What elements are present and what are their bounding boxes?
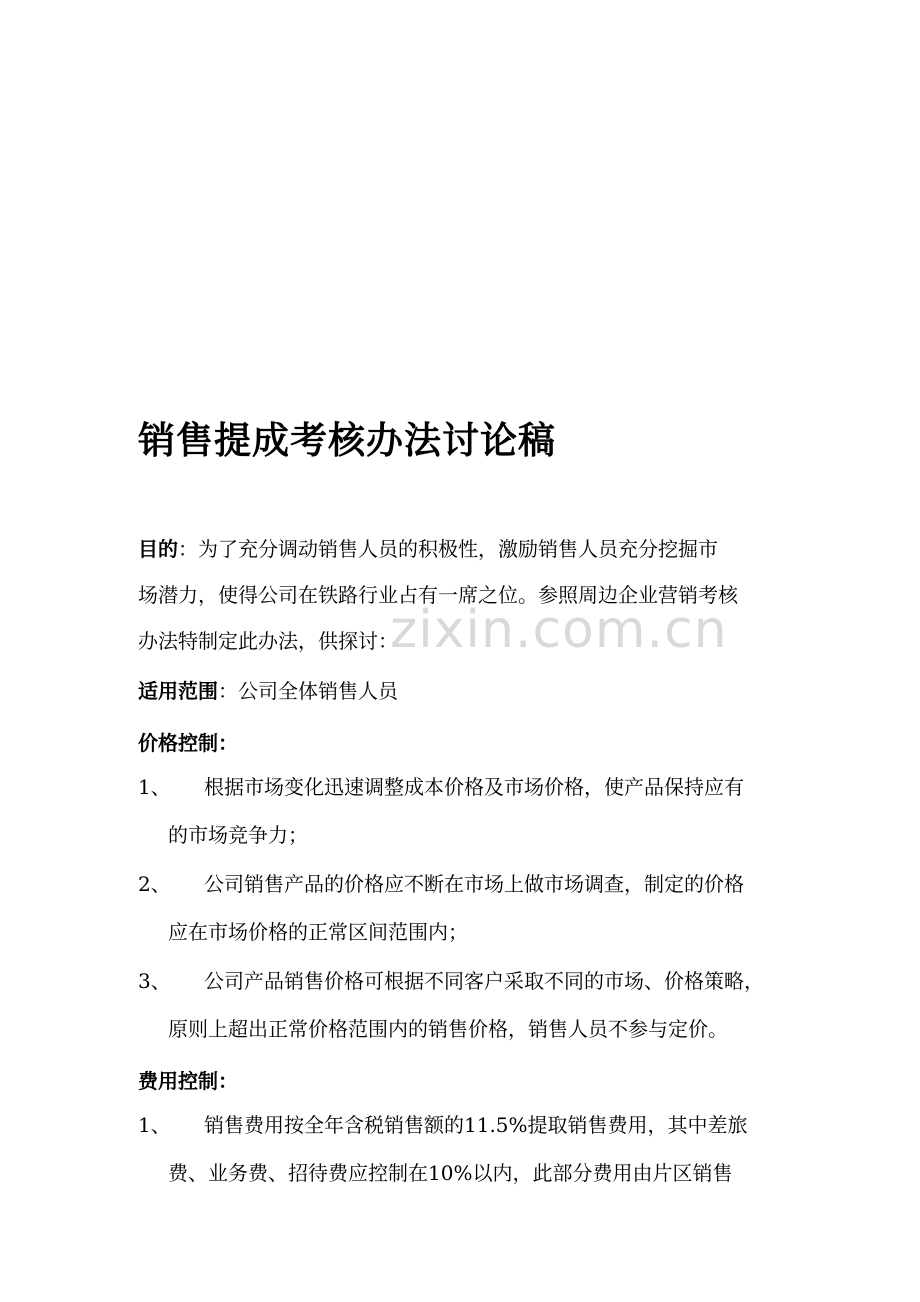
price-item-1-line-1: 根据市场变化迅速调整成本价格及市场价格，使产品保持应有 [204,775,744,799]
price-item-3-number: 3、 [138,969,171,993]
scope-paragraph [138,668,788,714]
scope-colon: ： [218,679,238,703]
purpose-line-2: 场潜力，使得公司在铁路行业占有一席之位。参照周边企业营销考核 [138,583,738,607]
price-control-heading: 价格控制： [138,731,238,755]
cost-item-1-number: 1、 [138,1113,171,1137]
scope-text: 公司全体销售人员 [238,679,398,703]
price-item-3 [138,957,788,1053]
price-item-2-line-2: 应在市场价格的正常区间范围内； [168,920,468,944]
price-item-2-line-1: 公司销售产品的价格应不断在市场上做市场调查，制定的价格 [204,872,744,896]
price-item-2-number: 2、 [138,872,171,896]
price-item-3-line-2: 原则上超出正常价格范围内的销售价格，销售人员不参与定价。 [168,1017,728,1041]
purpose-label: 目的 [138,537,178,561]
price-item-1-number: 1、 [138,775,171,799]
cost-item-1-line-1: 销售费用按全年含税销售额的11.5%提取销售费用，其中差旅 [204,1113,748,1137]
cost-item-1 [138,1101,788,1197]
price-item-1 [138,763,788,859]
purpose-paragraph [138,526,788,664]
document-title: 销售提成考核办法讨论稿 [138,419,556,462]
price-item-3-line-1: 公司产品销售价格可根据不同客户采取不同的市场、价格策略， [204,969,764,993]
cost-control-heading: 费用控制： [138,1069,238,1093]
cost-item-1-line-2: 费、业务费、招待费应控制在10%以内，此部分费用由片区销售 [168,1161,733,1185]
price-item-2 [138,860,788,956]
purpose-line-3: 办法特制定此办法，供探讨： [138,629,398,653]
price-item-1-line-2: 的市场竞争力； [168,823,308,847]
scope-label: 适用范围 [138,679,218,703]
purpose-colon: ： [178,537,198,561]
watermark: zixin.com.cn [390,600,728,660]
purpose-line-1: 为了充分调动销售人员的积极性，激励销售人员充分挖掘市 [198,537,718,561]
